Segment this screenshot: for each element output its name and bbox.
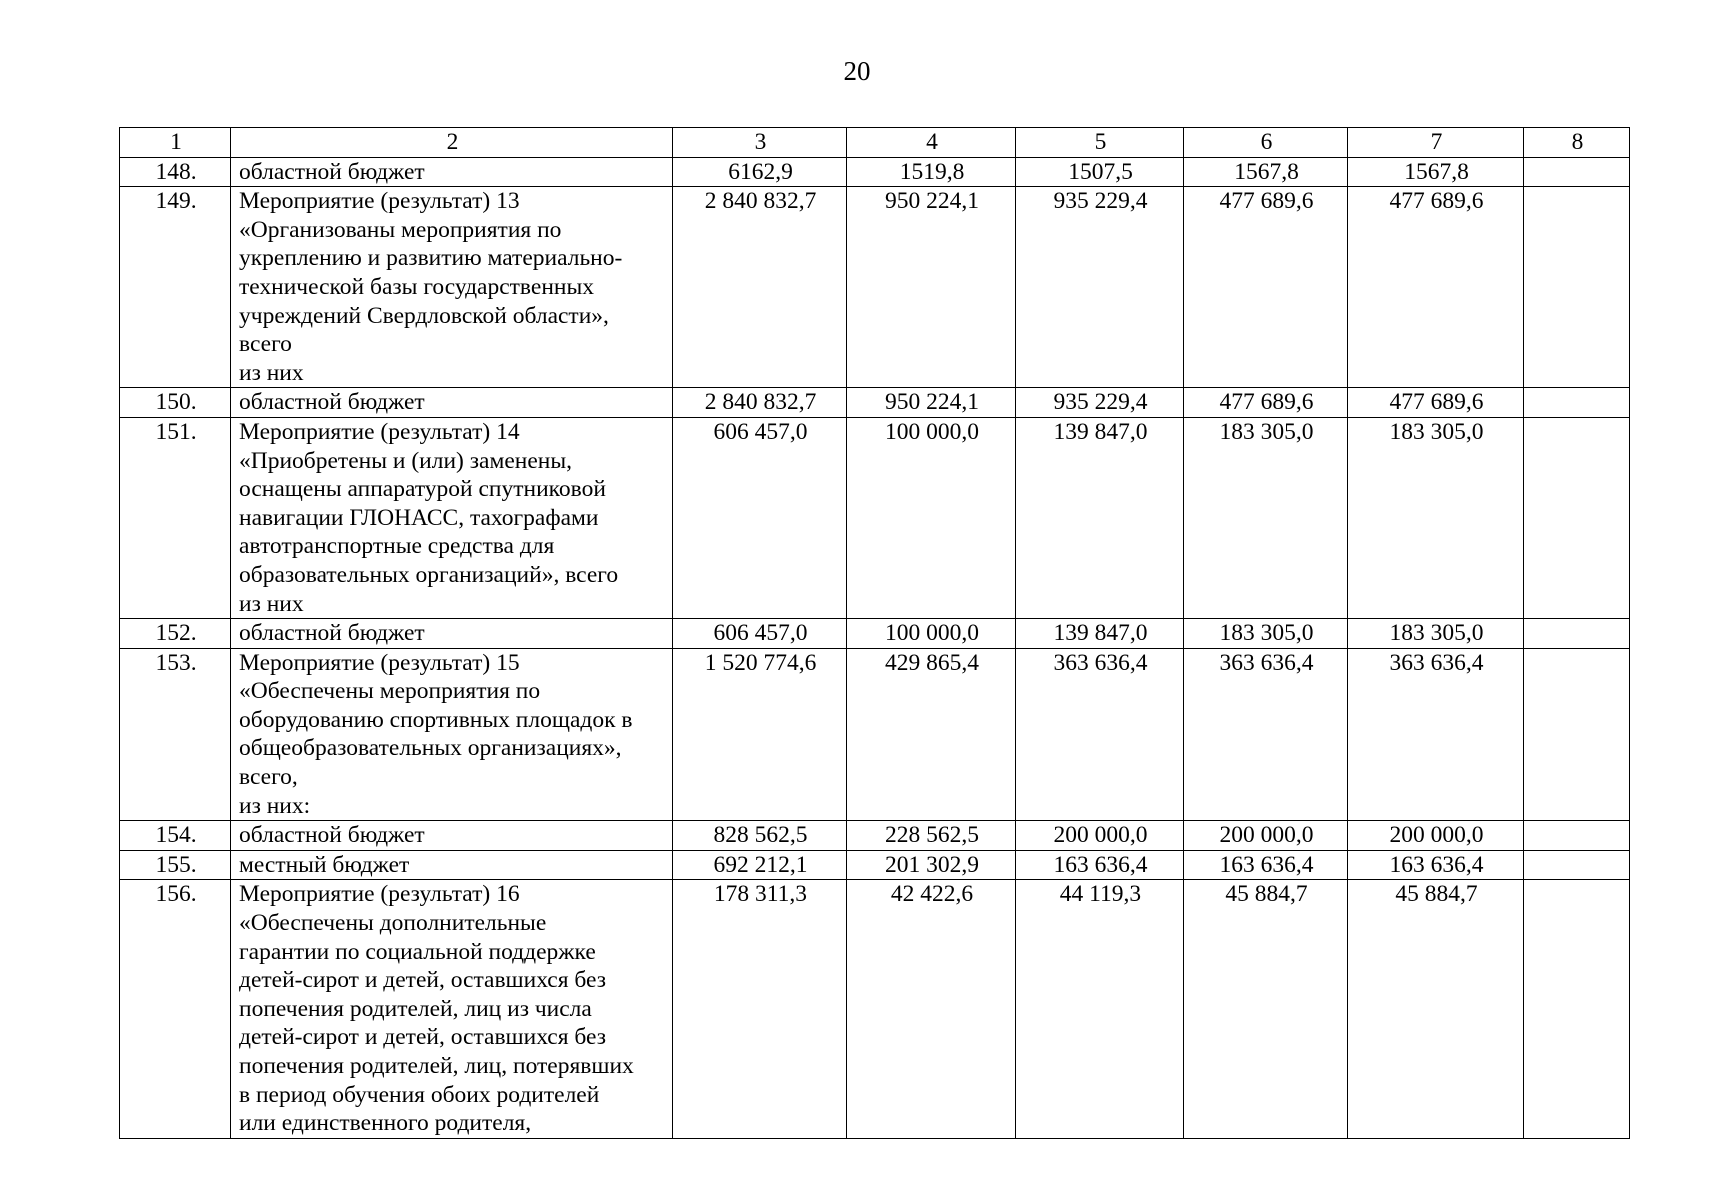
description-line: всего,: [239, 764, 298, 791]
value-cell-col-3: 178 311,3: [673, 880, 847, 1138]
column-header: 5: [1016, 128, 1184, 158]
value-cell-col-3: 606 457,0: [673, 619, 847, 649]
description-line: областной бюджет: [239, 620, 425, 647]
value-cell-col-4: 100 000,0: [847, 619, 1016, 649]
description-line: Мероприятие (результат) 13: [239, 188, 520, 215]
description-line: оборудованию спортивных площадок в: [239, 706, 633, 733]
value-cell-col-7: 45 884,7: [1348, 880, 1524, 1138]
description-line: из них: [239, 590, 304, 617]
description-line: областной бюджет: [239, 158, 425, 185]
row-description-cell: [231, 821, 673, 851]
table-row: [120, 821, 1630, 851]
value-cell-col-8: [1524, 648, 1630, 821]
description-line: областной бюджет: [239, 822, 425, 849]
row-number-cell: 149.: [120, 187, 231, 388]
value-cell-col-5: 139 847,0: [1016, 417, 1184, 618]
row-number-cell: 154.: [120, 821, 231, 851]
description-line: детей-сирот и детей, оставшихся без: [239, 967, 607, 994]
value-cell-col-6: 183 305,0: [1184, 619, 1348, 649]
value-cell-col-6: 45 884,7: [1184, 880, 1348, 1138]
description-line: общеобразовательных организациях»,: [239, 735, 622, 762]
value-cell-col-3: 2 840 832,7: [673, 187, 847, 388]
description-line: укреплению и развитию материально-: [239, 245, 623, 272]
column-header: 3: [673, 128, 847, 158]
column-header: 2: [231, 128, 673, 158]
description-line: «Приобретены и (или) заменены,: [239, 447, 572, 474]
table-row: [120, 880, 1630, 1138]
budget-table: [119, 127, 1630, 1139]
value-cell-col-5: 363 636,4: [1016, 648, 1184, 821]
value-cell-col-5: 200 000,0: [1016, 821, 1184, 851]
description-line: учреждений Свердловской области»,: [239, 302, 609, 329]
value-cell-col-3: 6162,9: [673, 157, 847, 187]
value-cell-col-3: 1 520 774,6: [673, 648, 847, 821]
description-line: всего: [239, 331, 292, 358]
value-cell-col-7: 183 305,0: [1348, 619, 1524, 649]
description-line: местный бюджет: [239, 851, 410, 878]
value-cell-col-5: 1507,5: [1016, 157, 1184, 187]
column-header: 7: [1348, 128, 1524, 158]
description-line: технической базы государственных: [239, 273, 595, 300]
value-cell-col-3: 2 840 832,7: [673, 388, 847, 418]
table-header-row: [120, 128, 1630, 158]
column-header: 8: [1524, 128, 1630, 158]
value-cell-col-6: 363 636,4: [1184, 648, 1348, 821]
value-cell-col-6: 477 689,6: [1184, 388, 1348, 418]
value-cell-col-7: 477 689,6: [1348, 187, 1524, 388]
value-cell-col-7: 183 305,0: [1348, 417, 1524, 618]
value-cell-col-3: 692 212,1: [673, 850, 847, 880]
value-cell-col-4: 201 302,9: [847, 850, 1016, 880]
value-cell-col-7: 163 636,4: [1348, 850, 1524, 880]
table-body: [120, 128, 1630, 1139]
row-description-cell: [231, 648, 673, 821]
value-cell-col-8: [1524, 880, 1630, 1138]
row-number-cell: 148.: [120, 157, 231, 187]
value-cell-col-4: 1519,8: [847, 157, 1016, 187]
row-number-cell: 151.: [120, 417, 231, 618]
value-cell-col-3: 828 562,5: [673, 821, 847, 851]
value-cell-col-5: 935 229,4: [1016, 388, 1184, 418]
row-number-cell: 152.: [120, 619, 231, 649]
description-line: детей-сирот и детей, оставшихся без: [239, 1024, 607, 1051]
value-cell-col-4: 950 224,1: [847, 388, 1016, 418]
description-line: Мероприятие (результат) 16: [239, 881, 520, 908]
column-header: 4: [847, 128, 1016, 158]
description-line: в период обучения обоих родителей: [239, 1081, 600, 1108]
table-row: [120, 187, 1630, 388]
table-row: [120, 850, 1630, 880]
value-cell-col-5: 163 636,4: [1016, 850, 1184, 880]
row-description-cell: [231, 417, 673, 618]
value-cell-col-4: 228 562,5: [847, 821, 1016, 851]
description-line: попечения родителей, лиц из числа: [239, 995, 592, 1022]
description-line: «Обеспечены мероприятия по: [239, 678, 541, 705]
value-cell-col-7: 1567,8: [1348, 157, 1524, 187]
description-line: «Обеспечены дополнительные: [239, 910, 547, 937]
row-description-cell: [231, 187, 673, 388]
table-row: [120, 157, 1630, 187]
table-row: [120, 388, 1630, 418]
value-cell-col-6: 200 000,0: [1184, 821, 1348, 851]
value-cell-col-8: [1524, 850, 1630, 880]
value-cell-col-7: 200 000,0: [1348, 821, 1524, 851]
value-cell-col-4: 429 865,4: [847, 648, 1016, 821]
table-row: [120, 619, 1630, 649]
value-cell-col-4: 950 224,1: [847, 187, 1016, 388]
value-cell-col-7: 477 689,6: [1348, 388, 1524, 418]
description-line: или единственного родителя,: [239, 1110, 532, 1137]
row-number-cell: 150.: [120, 388, 231, 418]
value-cell-col-5: 44 119,3: [1016, 880, 1184, 1138]
row-number-cell: 156.: [120, 880, 231, 1138]
value-cell-col-6: 163 636,4: [1184, 850, 1348, 880]
description-line: навигации ГЛОНАСС, тахографами: [239, 504, 599, 531]
value-cell-col-6: 1567,8: [1184, 157, 1348, 187]
row-number-cell: 153.: [120, 648, 231, 821]
row-number-cell: 155.: [120, 850, 231, 880]
row-description-cell: [231, 880, 673, 1138]
value-cell-col-6: 183 305,0: [1184, 417, 1348, 618]
description-line: Мероприятие (результат) 15: [239, 649, 520, 676]
description-line: областной бюджет: [239, 389, 425, 416]
value-cell-col-8: [1524, 821, 1630, 851]
value-cell-col-4: 42 422,6: [847, 880, 1016, 1138]
row-description-cell: [231, 157, 673, 187]
description-line: попечения родителей, лиц, потерявших: [239, 1053, 634, 1079]
value-cell-col-4: 100 000,0: [847, 417, 1016, 618]
value-cell-col-8: [1524, 187, 1630, 388]
value-cell-col-6: 477 689,6: [1184, 187, 1348, 388]
value-cell-col-3: 606 457,0: [673, 417, 847, 618]
row-description-cell: [231, 388, 673, 418]
description-line: «Организованы мероприятия по: [239, 216, 562, 243]
value-cell-col-7: 363 636,4: [1348, 648, 1524, 821]
table-row: [120, 648, 1630, 821]
column-header: 6: [1184, 128, 1348, 158]
description-line: образовательных организаций», всего: [239, 561, 619, 588]
row-description-cell: [231, 619, 673, 649]
description-line: оснащены аппаратурой спутниковой: [239, 476, 606, 503]
description-line: из них: [239, 359, 304, 386]
column-header: 1: [120, 128, 231, 158]
value-cell-col-8: [1524, 417, 1630, 618]
row-description-cell: [231, 850, 673, 880]
value-cell-col-5: 139 847,0: [1016, 619, 1184, 649]
description-line: Мероприятие (результат) 14: [239, 418, 520, 445]
description-line: из них:: [239, 792, 311, 819]
description-line: гарантии по социальной поддержке: [239, 938, 596, 965]
description-line: автотранспортные средства для: [239, 533, 555, 560]
value-cell-col-5: 935 229,4: [1016, 187, 1184, 388]
value-cell-col-8: [1524, 388, 1630, 418]
page-number: 20: [843, 56, 871, 86]
value-cell-col-8: [1524, 619, 1630, 649]
value-cell-col-8: [1524, 157, 1630, 187]
table-row: [120, 417, 1630, 618]
